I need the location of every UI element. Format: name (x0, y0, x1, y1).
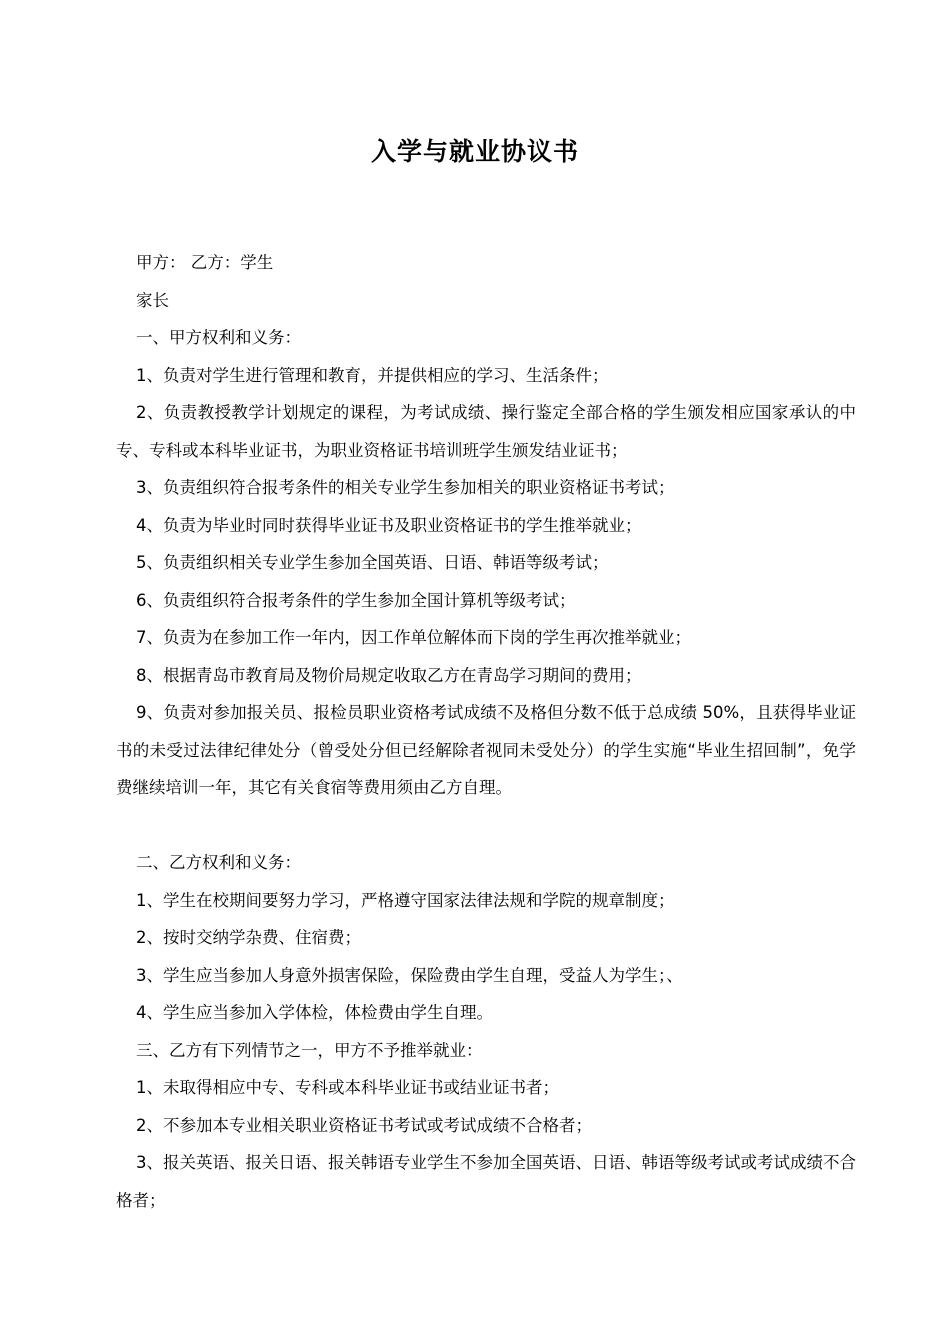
section-2-item-1: 1、学生在校期间要努力学习，严格遵守国家法律法规和学院的规章制度； (136, 890, 675, 910)
section-2-item-2: 2、按时交纳学杂费、住宿费； (136, 928, 361, 947)
section-spacer (116, 807, 856, 845)
section-1-item-2: 2、负责教授教学计划规定的课程，为考试成绩、操行鉴定全部合格的学生颁发相应国家承认的中专、专科或本科毕业证书，为职业资格证书培训班学生颁发结业证书； (116, 403, 856, 460)
section-1-item-3: 3、负责组织符合报考条件的相关专业学生参加相关的职业资格证书考试； (136, 478, 675, 497)
section-1-heading: 一、甲方权利和义务： (136, 328, 301, 347)
section-1-item-4: 4、负责为毕业时同时获得毕业证书及职业资格证书的学生推举就业； (136, 515, 642, 535)
section-1-item-7: 7、负责为在参加工作一年内，因工作单位解体而下岗的学生再次推举就业； (136, 628, 691, 647)
section-2-item-4: 4、学生应当参加入学体检，体检费由学生自理。 (136, 1003, 493, 1022)
section-3-item-2: 2、不参加本专业相关职业资格证书考试或考试成绩不合格者； (136, 1115, 592, 1135)
section-1-item-5: 5、负责组织相关专业学生参加全国英语、日语、韩语等级考试； (136, 553, 609, 572)
section-2-heading: 二、乙方权利和义务： (136, 853, 301, 872)
section-1-item-8: 8、根据青岛市教育局及物价局规定收取乙方在青岛学习期间的费用； (136, 665, 642, 685)
section-1-item-1: 1、负责对学生进行管理和教育，并提供相应的学习、生活条件； (136, 365, 609, 385)
section-3-item-1: 1、未取得相应中专、专科或本科毕业证书或结业证书者； (136, 1078, 559, 1097)
section-1-item-6: 6、负责组织符合报考条件的学生参加全国计算机等级考试； (136, 590, 576, 610)
section-1-item-9: 9、负责对参加报关员、报检员职业资格考试成绩不及格但分数不低于总成绩 50%，且获得毕业证书的未受过法律纪律处分（曾受处分但已经解除者视同未受处分）的学生实施“毕业生招回制”，免学费继续培训一年，其它有关食宿等费用须由乙方自理。 (116, 703, 856, 797)
parties-line: 甲方： 乙方：学生 (136, 253, 274, 272)
section-3-heading: 三、乙方有下列情节之一，甲方不予推举就业： (136, 1040, 483, 1060)
document-title: 入学与就业协议书 (370, 137, 579, 166)
section-3-item-3: 3、报关英语、报关日语、报关韩语专业学生不参加全国英语、日语、韩语等级考试或考试成绩不合格者； (116, 1153, 856, 1210)
section-2-item-3: 3、学生应当参加人身意外损害保险，保险费由学生自理，受益人为学生；、 (136, 965, 683, 985)
document-body (116, 244, 856, 1219)
parent-line: 家长 (136, 290, 169, 310)
